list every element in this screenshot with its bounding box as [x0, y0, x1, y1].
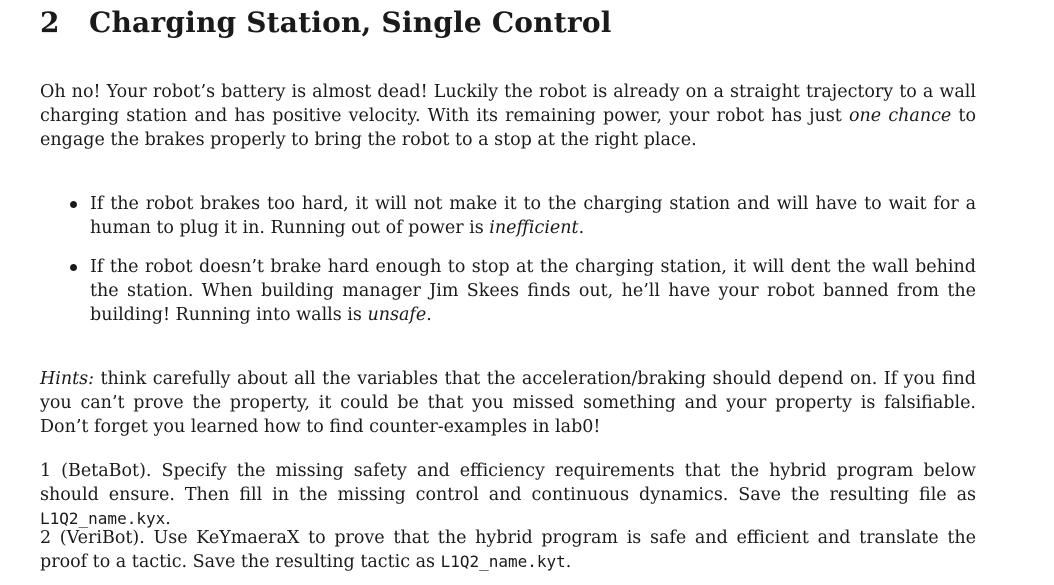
bullet-punct: .	[426, 305, 432, 325]
bullet-item-brake-too-hard	[70, 192, 976, 240]
bullet-punct: .	[578, 218, 585, 238]
bullet-icon	[70, 201, 77, 208]
bullet-text: If the robot brakes too hard, it will not make it to the charging station and will have to wait for a human to plug it in. Running out of power is	[90, 194, 976, 238]
task-2-filename: L1Q2_name.kyt	[440, 552, 566, 571]
task-1-paragraph	[40, 459, 976, 531]
bullet-list	[70, 192, 976, 327]
task-1-punct: .	[165, 509, 171, 529]
section-title: Charging Station, Single Control	[89, 6, 612, 39]
intro-text-1: Oh no! Your robot’s battery is almost dead! Luckily the robot is already on a straight trajectory to a wall charging station and has positive velocity. With its remaining power, your robot has just	[40, 82, 976, 126]
section-heading	[40, 6, 612, 39]
task-2-paragraph	[40, 526, 976, 574]
bullet-emphasis: unsafe	[367, 305, 427, 325]
hints-label: Hints:	[40, 369, 95, 389]
intro-paragraph	[40, 80, 976, 152]
hints-text: think carefully about all the variables that the acceleration/braking should depend on. If you find you can’t prove the property, it could be that you missed something and your property is falsifiable. Don’t forget you learned how to find counter-examples in lab0!	[40, 369, 976, 437]
bullet-item-brake-too-soft	[70, 255, 976, 327]
task-1-filename: L1Q2_name.kyx	[40, 509, 166, 528]
hints-paragraph	[40, 367, 976, 439]
bullet-emphasis: inefficient	[489, 218, 579, 238]
bullet-text: If the robot doesn’t brake hard enough to stop at the charging station, it will dent the wall behind the station. When building manager Jim Skees finds out, he’ll have your robot banned from the building! Running into walls is	[90, 257, 976, 325]
task-2-punct: .	[565, 552, 572, 572]
task-2-text: 2 (VeriBot). Use KeYmaeraX to prove that the hybrid program is safe and efficient and translate the proof to a tactic. Save the resulting tactic as	[40, 528, 976, 572]
bullet-icon	[70, 264, 77, 271]
intro-emphasis: one chance	[849, 106, 952, 126]
section-number: 2	[40, 6, 60, 39]
intro-text-2: to engage the brakes properly to bring the robot to a stop at the right place.	[40, 106, 976, 150]
task-1-text: 1 (BetaBot). Specify the missing safety and efficiency requirements that the hybrid program below should ensure. Then fill in the missing control and continuous dynamics. Save the resulting file as	[40, 461, 976, 505]
